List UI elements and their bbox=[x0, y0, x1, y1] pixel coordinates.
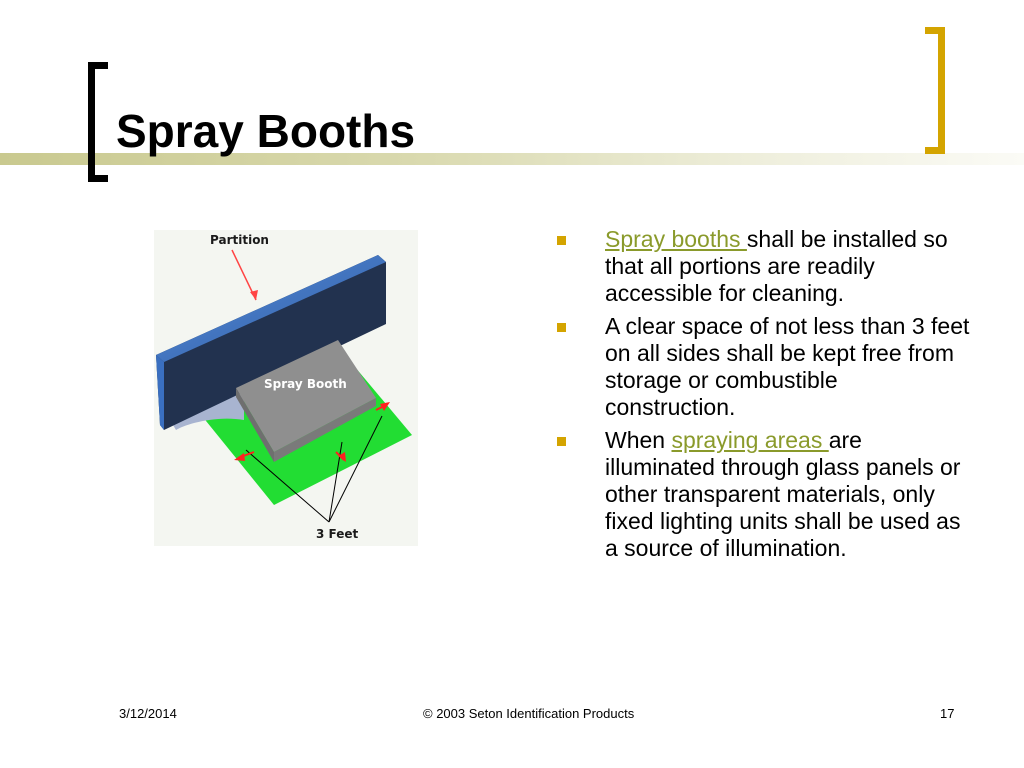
bullet-item bbox=[552, 427, 972, 562]
spray-booths-link[interactable]: Spray booths bbox=[605, 226, 747, 252]
right-bracket-decoration bbox=[925, 27, 945, 154]
bullet-text: are illuminated through glass panels or other transparent materials, only fixed lighting units shall be used as a source of illumination. bbox=[605, 427, 961, 561]
square-bullet-icon bbox=[557, 236, 566, 245]
spray-booth-diagram bbox=[154, 230, 418, 546]
square-bullet-icon bbox=[557, 323, 566, 332]
left-bracket-decoration bbox=[88, 62, 108, 182]
slide-title: Spray Booths bbox=[116, 105, 416, 157]
bullet-text-prefix: When bbox=[605, 427, 672, 453]
bullet-item bbox=[552, 313, 972, 421]
bullet-list bbox=[552, 226, 972, 568]
footer-copyright: © 2003 Seton Identification Products bbox=[423, 706, 635, 721]
bullet-item bbox=[552, 226, 972, 307]
footer-date: 3/12/2014 bbox=[119, 706, 177, 721]
label-three-feet: 3 Feet bbox=[316, 527, 359, 541]
square-bullet-icon bbox=[557, 437, 566, 446]
bullet-text: shall be installed so that all portions are readily accessible for cleaning. bbox=[605, 226, 948, 306]
bullet-text: A clear space of not less than 3 feet on all sides shall be kept free from storage or combustible construction. bbox=[605, 313, 970, 420]
label-partition: Partition bbox=[210, 233, 269, 247]
spraying-areas-link[interactable]: spraying areas bbox=[671, 427, 829, 453]
label-spray-booth: Spray Booth bbox=[264, 377, 347, 391]
footer-page-number: 17 bbox=[940, 706, 955, 721]
